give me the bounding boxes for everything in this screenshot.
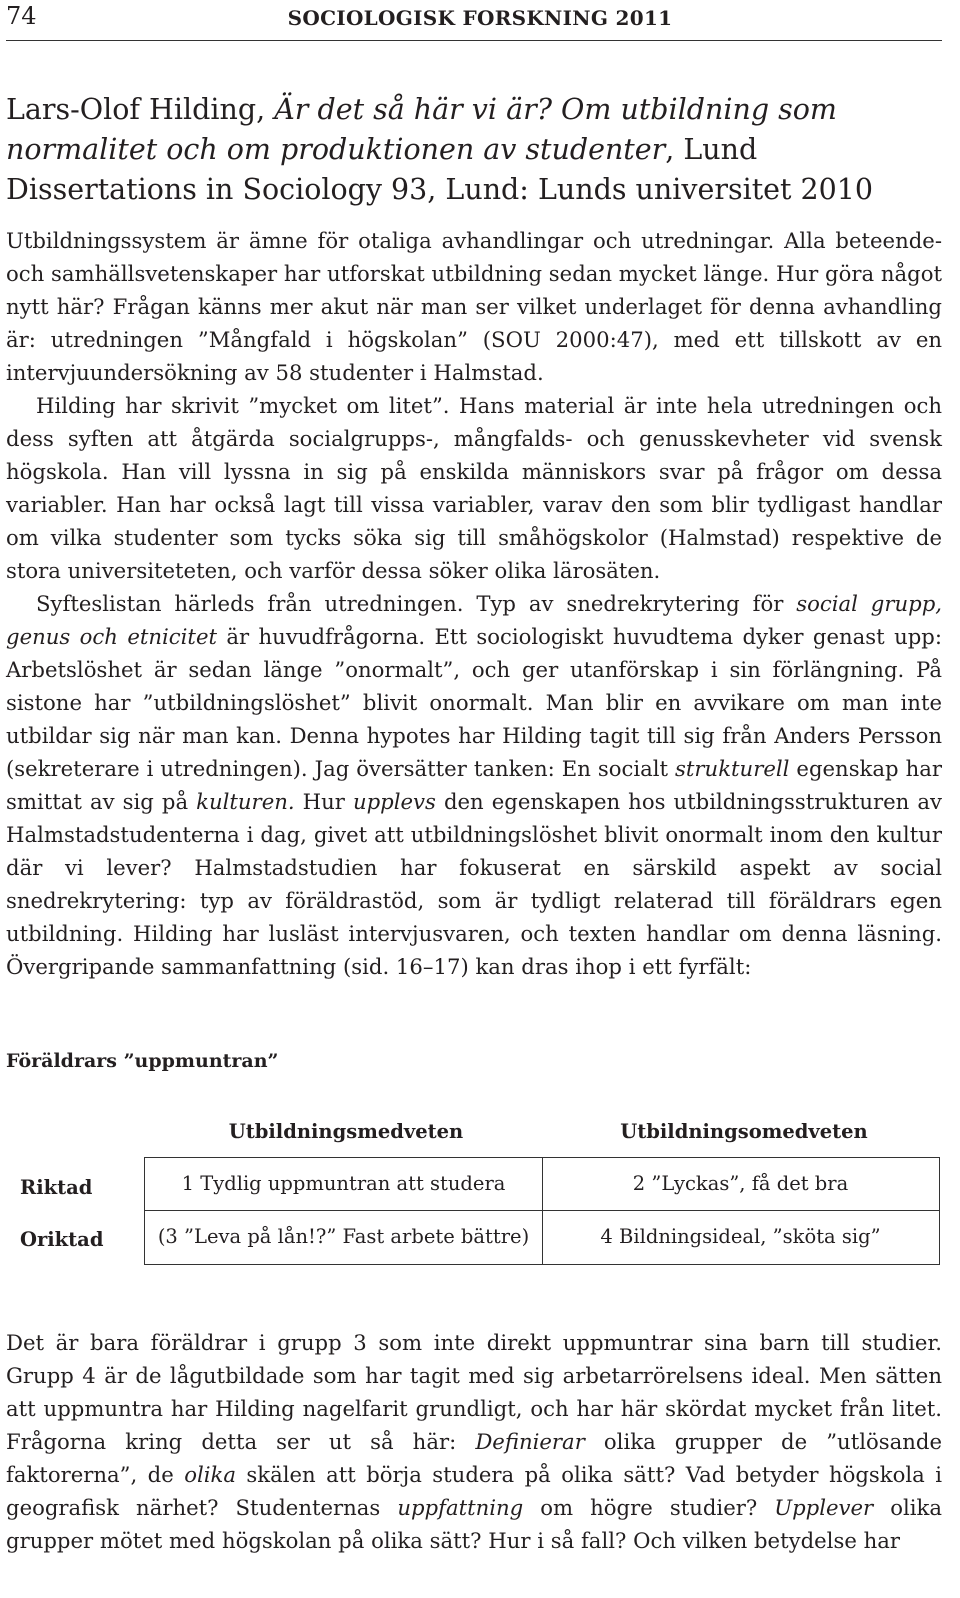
paragraph-1: Utbildningssystem är ämne för otaliga avhandlingar och utredningar. Alla beteende- och samhällsvetenskaper har utforskat utbildning sedan mycket länge. Hur göra något nytt här? Frågan känns mer akut när man ser vilket underlaget för denna avhandling är: utredningen ”Mångfald i högskolan” (SOU 2000:47), med ett tillskott av en intervjuundersökning av 58 studenter i Halmstad. bbox=[6, 228, 942, 385]
review-book-title: Är det så här vi är? Om utbildning som normalitet och om produktionen av studenter bbox=[6, 93, 837, 166]
table-cell: (3 ”Leva på lån!?” Fast arbete bättre) bbox=[157, 1225, 530, 1248]
row-label-directed: Riktad bbox=[20, 1176, 93, 1199]
column-header-educated: Utbildningsmedveten bbox=[228, 1120, 464, 1143]
column-header-uneducated: Utbildningsomedveten bbox=[620, 1120, 868, 1143]
review-citation bbox=[6, 90, 946, 210]
paragraph-2: Hilding har skrivit ”mycket om litet”. Hans material är inte hela utredningen och dess syften att åtgärda socialgrupps-, mångfalds- och genusskevheter vid svensk högskola. Han vill lyssna in sig på enskilda människors svar på frågor om dessa variabler. Han har också lagt till vissa variabler, varav den som blir tydligast handlar om vilka studenter som tycks söka sig till småhögskolor (Halmstad) respektive de stora universiteteten, och varför dessa söker olika lärosäten. bbox=[6, 393, 942, 583]
page-number: 74 bbox=[6, 2, 37, 30]
page-header bbox=[0, 2, 960, 34]
figure-title: Föräldrars ”uppmuntran” bbox=[6, 1050, 279, 1072]
header-rule bbox=[6, 40, 942, 41]
review-body-1 bbox=[6, 224, 942, 983]
review-author: Lars-Olof Hilding, bbox=[6, 93, 275, 126]
paragraph-4: Det är bara föräldrar i grupp 3 som inte direkt uppmuntrar sina barn till studier. Grupp 4 är de lågutbildade som har tagit med sig arbetarrörelsens ideal. Men sätten att uppmuntra har Hilding nagelfarit grundligt, och har här skördat mycket från litet. Frågorna kring detta ser ut så här: Definierar olika grupper de ”utlösande faktorerna”, de olika skälen att börja studera på olika sätt? Vad betyder högskola i geografisk närhet? Studenternas uppfattning om högre studier? Upplever olika grupper mötet med högskolan på olika sätt? Hur i så fall? Och vilken betydelse har bbox=[6, 1330, 942, 1553]
table-grid bbox=[144, 1157, 940, 1265]
table-cell: 2 ”Lyckas”, få det bra bbox=[632, 1172, 849, 1195]
table-cell: 4 Bildningsideal, ”sköta sig” bbox=[600, 1225, 881, 1248]
review-body-2 bbox=[6, 1326, 942, 1557]
row-label-undirected: Oriktad bbox=[20, 1228, 104, 1251]
running-title: SOCIOLOGISK FORSKNING 2011 bbox=[287, 6, 673, 30]
paragraph-3: Syfteslistan härleds från utredningen. Typ av snedrekrytering för social grupp, genus och etnicitet är huvudfrågorna. Ett sociologiskt huvudtema dyker genast upp: Arbetslöshet är sedan länge ”onormalt”, och ger utanförskap i sin förlängning. På sistone har ”utbildningslöshet” blivit onormalt. Man blir en avvikare om man inte utbildar sig när man kan. Denna hypotes har Hilding tagit till sig från Anders Persson (sekreterare i utredningen). Jag översätter tanken: En socialt strukturell egenskap har smittat av sig på kulturen. Hur upplevs den egenskapen hos utbildningsstrukturen av Halmstadstudenterna i dag, givet att utbildningslöshet blivit onormalt inom den kultur där vi lever? Halmstadstudien har fokuserat en särskild aspekt av social snedrekrytering: typ av föräldrastöd, som är tydligt relaterad till föräldrars egen utbildning. Hilding har lusläst intervjusvaren, och texten handlar om denna läsning. Övergripande sammanfattning (sid. 16–17) kan dras ihop i ett fyrfält: bbox=[6, 591, 942, 979]
review-publication: , Lund Dissertations in Sociology 93, Lund: Lunds universitet 2010 bbox=[6, 133, 874, 206]
table-cell: 1 Tydlig uppmuntran att studera bbox=[181, 1172, 506, 1195]
